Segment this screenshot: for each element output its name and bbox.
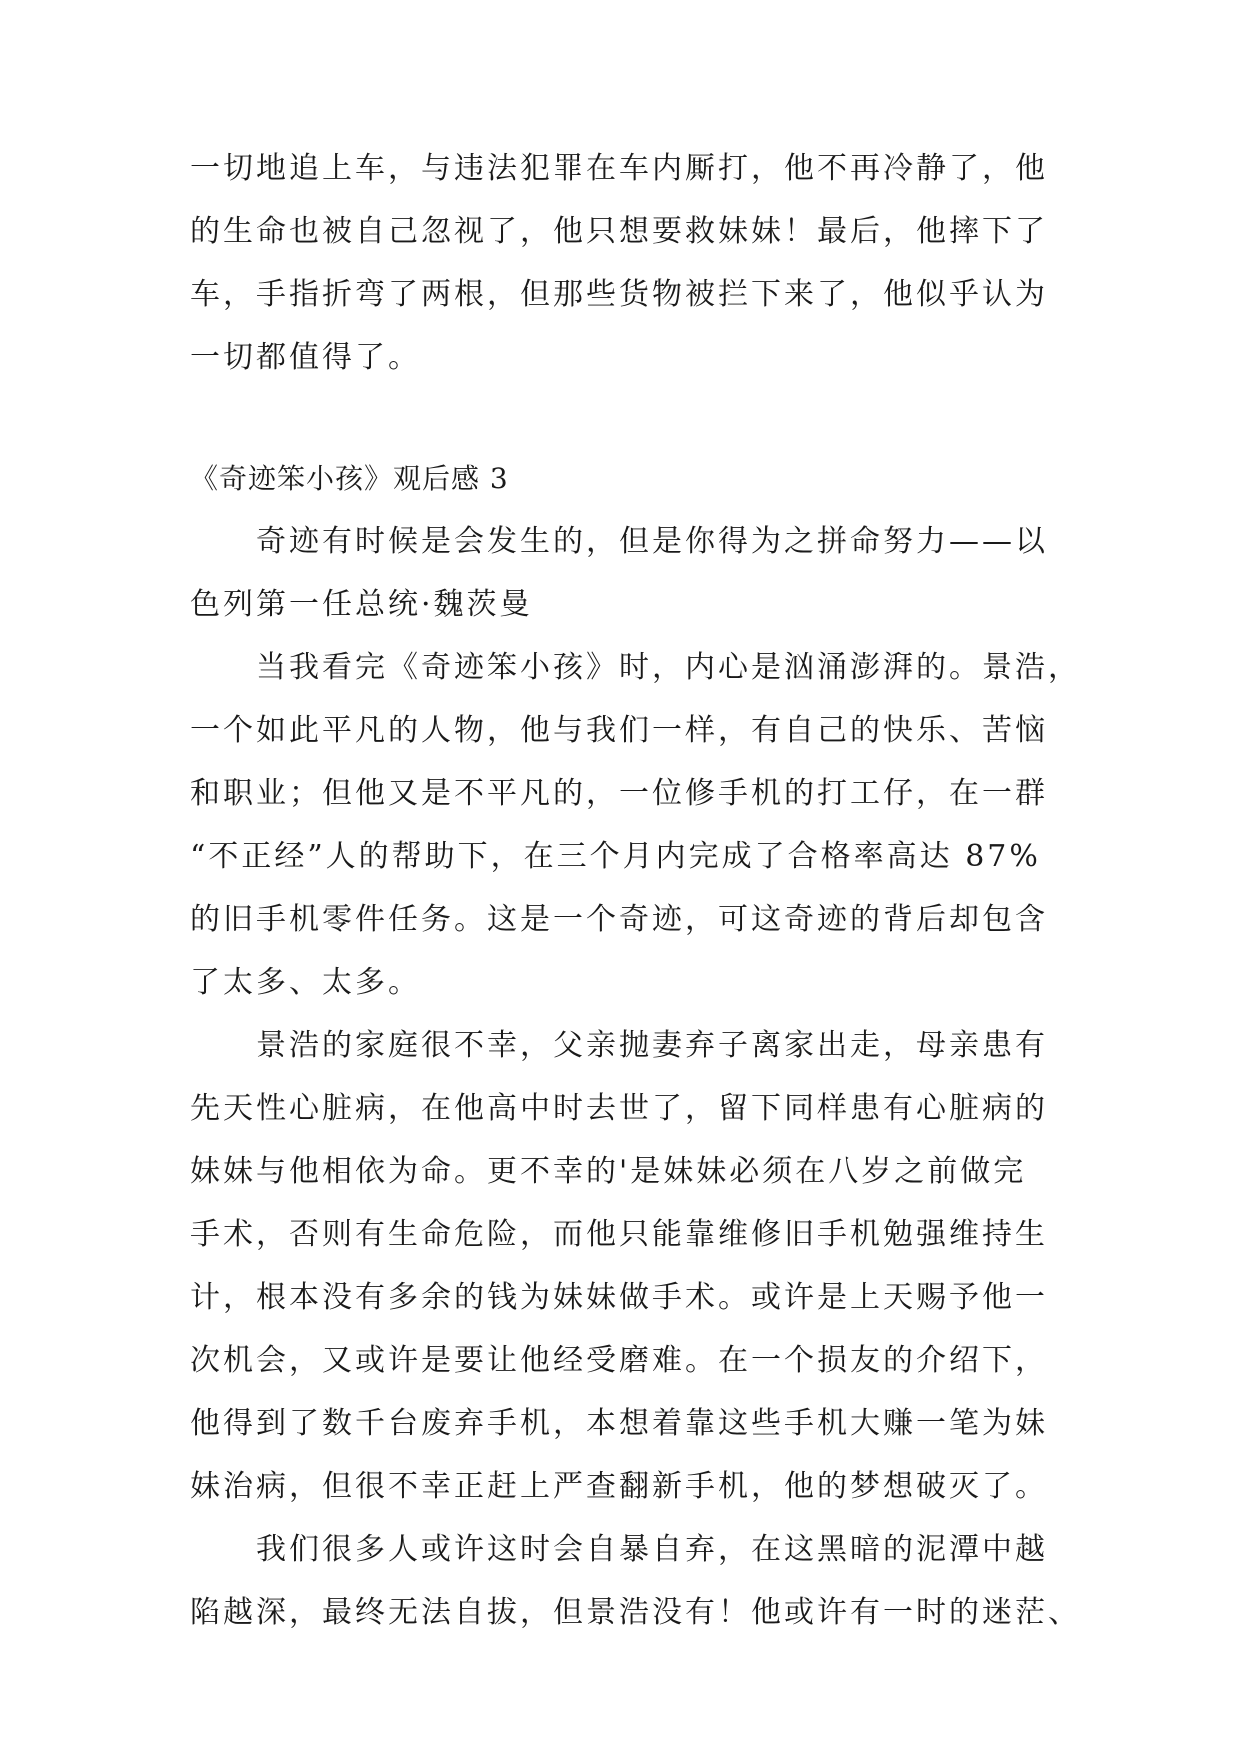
text-line: 的生命也被自己忽视了，他只想要救妹妹！最后，他摔下了	[190, 214, 1048, 249]
text-line: 我们很多人或许这时会自暴自弃，在这黑暗的泥潭中越	[256, 1532, 1048, 1567]
text-line: 一切地追上车，与违法犯罪在车内厮打，他不再冷静了，他	[190, 151, 1048, 186]
text-line: 他得到了数千台废弃手机，本想着靠这些手机大赚一笔为妹	[190, 1406, 1048, 1441]
text-line: 次机会，又或许是要让他经受磨难。在一个损友的介绍下，	[190, 1343, 1048, 1378]
text-line: 陷越深，最终无法自拔，但景浩没有！他或许有一时的迷茫、	[190, 1595, 1081, 1630]
text-line: 景浩的家庭很不幸，父亲抛妻弃子离家出走，母亲患有	[256, 1028, 1048, 1063]
quote-paragraph	[190, 510, 1060, 636]
body-paragraph-3	[190, 1518, 1081, 1644]
text-line: 手术，否则有生命危险，而他只能靠维修旧手机勉强维持生	[190, 1217, 1048, 1252]
text-line: 先天性心脏病，在他高中时去世了，留下同样患有心脏病的	[190, 1091, 1048, 1126]
section-title: 《奇迹笨小孩》观后感 3	[190, 462, 509, 495]
text-line: 色列第一任总统·魏茨曼	[190, 587, 533, 622]
text-line: 妹治病，但很不幸正赶上严查翻新手机，他的梦想破灭了。	[190, 1469, 1048, 1504]
body-paragraph-1	[190, 636, 1081, 1014]
text-line: 和职业；但他又是不平凡的，一位修手机的打工仔，在一群	[190, 776, 1048, 811]
text-line: 的旧手机零件任务。这是一个奇迹，可这奇迹的背后却包含	[190, 902, 1048, 937]
text-line: 一个如此平凡的人物，他与我们一样，有自己的快乐、苦恼	[190, 713, 1048, 748]
text-line: 当我看完《奇迹笨小孩》时，内心是汹涌澎湃的。景浩，	[256, 650, 1081, 685]
continuation-paragraph	[190, 137, 1060, 389]
text-line: 了太多、太多。	[190, 965, 421, 1000]
text-line: 一切都值得了。	[190, 340, 421, 375]
text-line: 车，手指折弯了两根，但那些货物被拦下来了，他似乎认为	[190, 277, 1048, 312]
text-line: 妹妹与他相依为命。更不幸的'是妹妹必须在八岁之前做完	[190, 1154, 1027, 1189]
text-line: “不正经”人的帮助下，在三个月内完成了合格率高达 87%	[190, 839, 1041, 874]
text-line: 计，根本没有多余的钱为妹妹做手术。或许是上天赐予他一	[190, 1280, 1048, 1315]
body-paragraph-2	[190, 1014, 1060, 1518]
text-line: 奇迹有时候是会发生的，但是你得为之拼命努力——以	[256, 524, 1048, 559]
